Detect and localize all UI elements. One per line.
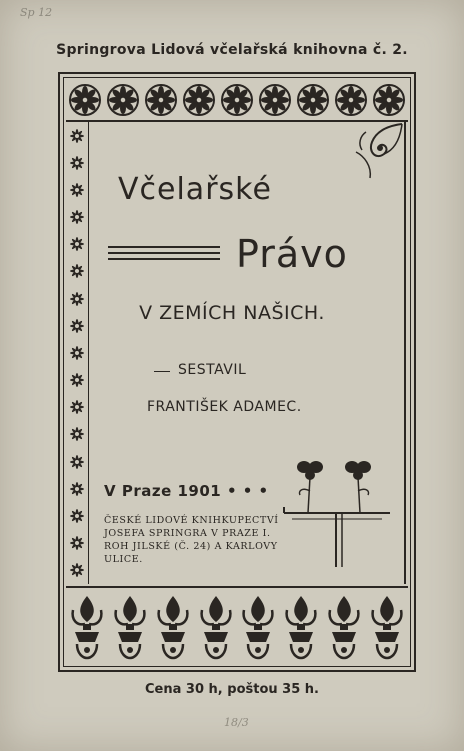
star-flower-icon	[69, 155, 85, 171]
series-title: Springrova Lidová včelařská knihovna č. 2.	[56, 42, 408, 58]
left-ornament-band	[66, 122, 89, 584]
right-border-line	[404, 122, 406, 584]
palmette-icon	[240, 592, 276, 662]
star-flower-icon	[69, 535, 85, 551]
rosette-icon	[182, 83, 216, 117]
bottom-ornament-band	[66, 586, 408, 666]
compiled-by-label: SESTAVIL	[178, 362, 247, 378]
star-flower-icon	[69, 481, 85, 497]
place-year: V Praze 1901 • • •	[104, 482, 269, 500]
palmette-icon	[369, 592, 405, 662]
title-line-2: Právo	[236, 232, 348, 276]
title-line-1: Včelařské	[118, 172, 272, 207]
star-flower-icon	[69, 426, 85, 442]
palmette-icon	[283, 592, 319, 662]
scroll-flourish-icon	[346, 122, 404, 180]
subtitle: V ZEMÍCH NAŠICH.	[139, 302, 325, 324]
rosette-icon	[68, 83, 102, 117]
publisher-line: ULICE.	[104, 554, 143, 565]
price: Cena 30 h, poštou 35 h.	[145, 682, 319, 697]
rosette-icon	[220, 83, 254, 117]
rosette-icon	[144, 83, 178, 117]
author-name: FRANTIŠEK ADAMEC.	[147, 399, 302, 415]
star-flower-icon	[69, 345, 85, 361]
publisher-line: JOSEFA SPRINGRA V PRAZE I.	[104, 528, 271, 539]
top-ornament-band	[66, 80, 408, 122]
publisher-line: ROH JILSKÉ (Č. 24) A KARLOVY	[104, 541, 278, 552]
star-flower-icon	[69, 263, 85, 279]
rosette-icon	[372, 83, 406, 117]
star-flower-icon	[69, 508, 85, 524]
palmette-icon	[69, 592, 105, 662]
star-flower-icon	[69, 562, 85, 578]
star-flower-icon	[69, 128, 85, 144]
title-rule	[108, 246, 220, 264]
pencil-mark-bottom: 18/3	[224, 716, 249, 729]
small-dash	[154, 371, 170, 372]
star-flower-icon	[69, 372, 85, 388]
rosette-icon	[258, 83, 292, 117]
rosette-icon	[296, 83, 330, 117]
flower-stand-icon	[282, 455, 392, 575]
star-flower-icon	[69, 236, 85, 252]
pencil-mark-top: Sp 12	[20, 6, 53, 19]
star-flower-icon	[69, 454, 85, 470]
rosette-icon	[334, 83, 368, 117]
palmette-icon	[326, 592, 362, 662]
palmette-icon	[155, 592, 191, 662]
star-flower-icon	[69, 209, 85, 225]
star-flower-icon	[69, 399, 85, 415]
star-flower-icon	[69, 182, 85, 198]
publisher-line: ČESKÉ LIDOVÉ KNIHKUPECTVÍ	[104, 515, 279, 526]
rosette-icon	[106, 83, 140, 117]
palmette-icon	[198, 592, 234, 662]
palmette-icon	[112, 592, 148, 662]
